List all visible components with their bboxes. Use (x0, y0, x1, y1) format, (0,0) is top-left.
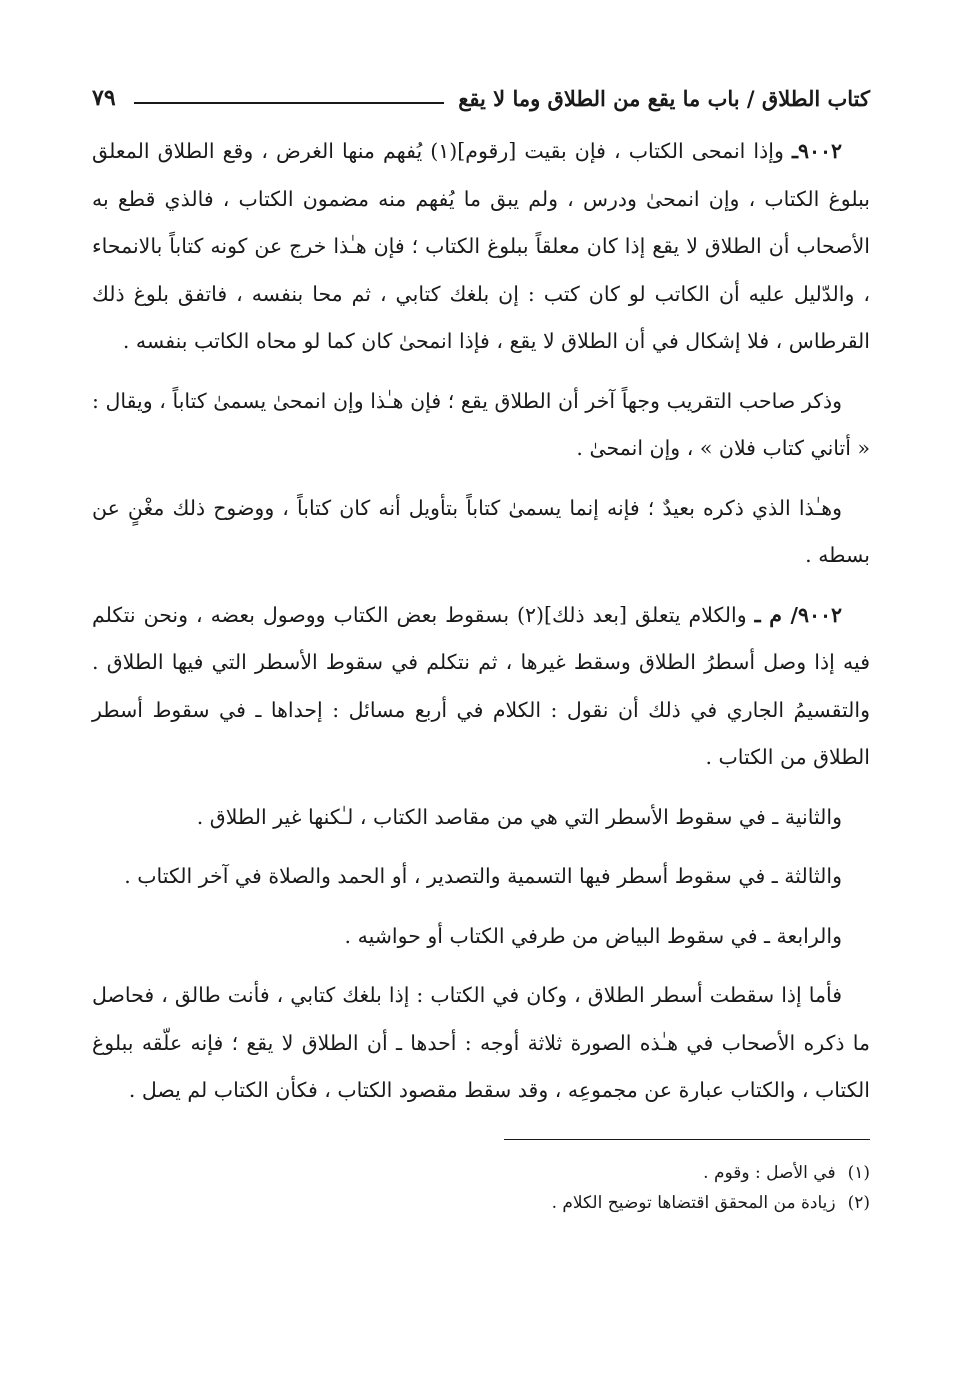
header-rule (134, 102, 445, 104)
issue-number: ٩٠٠٢/ م ـ (754, 602, 842, 627)
paragraph-text: والثانية ـ في سقوط الأسطر التي هي من مقاصد الكتاب ، لـٰكنها غير الطلاق . (196, 804, 842, 829)
main-text (92, 128, 870, 1115)
paragraph (92, 128, 870, 366)
book-page (92, 78, 870, 1218)
paragraph (92, 853, 870, 901)
paragraph (92, 592, 870, 782)
paragraph-text: وهـٰذا الذي ذكره بعيدٌ ؛ فإنه إنما يسمىٰ كتاباً بتأويل أنه كان كتاباً ، ووضوح ذلك مغْنٍ عن بسطه . (92, 495, 870, 567)
footnote-number: (٢) (847, 1192, 870, 1213)
paragraph-text: والثالثة ـ في سقوط أسطر فيها التسمية والتصدير ، أو الحمد والصلاة في آخر الكتاب . (124, 864, 842, 888)
footnote-text: زيادة من المحقق اقتضاها توضيح الكلام . (551, 1192, 836, 1213)
footnotes (92, 1158, 870, 1218)
paragraph (92, 794, 870, 842)
paragraph-text: فأما إذا سقطت أسطر الطلاق ، وكان في الكتاب : إذا بلغك كتابي ، فأنت طالق ، فحاصل ما ذكره الأصحاب في هـٰذه الصورة ثلاثة أوجه : أحدها ـ أن الطلاق لا يقع ؛ فإنه علّقه ببلوغ الكتاب ، والكتاب عبارة عن مجموعِه ، وقد سقط مقصود الكتاب ، فكأن الكتاب لم يصل . (92, 983, 870, 1102)
page-number: ٧٩ (92, 85, 116, 111)
footnote-text: في الأصل : وقوم . (703, 1162, 836, 1183)
issue-number: ٩٠٠٢ـ (791, 139, 842, 163)
footnote-number: (١) (847, 1162, 870, 1183)
paragraph-text: والكلام يتعلق [بعد ذلك](٢) بسقوط بعض الكتاب ووصول بعضه ، ونحن نتكلم فيه إذا وصل أسطرُ الطلاق وسقط غيرها ، ثم نتكلم في سقوط الأسطر التي فيها الطلاق . والتقسيمُ الجاري في ذلك أن نقول : الكلام في أربع مسائل : إحداها ـ في سقوط أسطر الطلاق من الكتاب . (92, 602, 870, 769)
footnote-separator (504, 1139, 870, 1140)
footnote (92, 1188, 870, 1218)
footnote (92, 1158, 870, 1188)
paragraph-text: والرابعة ـ في سقوط البياض من طرفي الكتاب أو حواشيه . (344, 923, 842, 948)
paragraph (92, 913, 870, 961)
paragraph-text: وإذا انمحى الكتاب ، فإن بقيت [رقوم](١) يُفهم منها الغرض ، وقع الطلاق المعلق ببلوغ الكتاب ، وإن انمحىٰ ودرس ، ولم يبق ما يُفهم منه مضمون الكتاب ، فالذي قطع به الأصحاب أن الطلاق لا يقع إذا كان معلقاً ببلوغ الكتاب ؛ فإن هـٰذا خرج عن كونه كتاباً بالانمحاء ، والدّليل عليه أن الكاتب لو كان كتب : إن بلغك كتابي ، ثم محا بنفسه ، فاتفق بلوغ ذلك القرطاس ، فلا إشكال في أن الطلاق لا يقع ، فإذا انمحىٰ كان كما لو محاه الكاتب بنفسه . (92, 139, 870, 353)
paragraph (92, 972, 870, 1115)
running-title: كتاب الطلاق / باب ما يقع من الطلاق وما لا يقع (458, 85, 870, 111)
paragraph-text: وذكر صاحب التقريب وجهاً آخر أن الطلاق يقع ؛ فإن هـٰذا وإن انمحىٰ يسمىٰ كتاباً ، ويقال : « أتاني كتاب فلان » ، وإن انمحىٰ . (92, 388, 870, 460)
paragraph (92, 485, 870, 580)
page-header (92, 78, 870, 118)
paragraph (92, 378, 870, 473)
